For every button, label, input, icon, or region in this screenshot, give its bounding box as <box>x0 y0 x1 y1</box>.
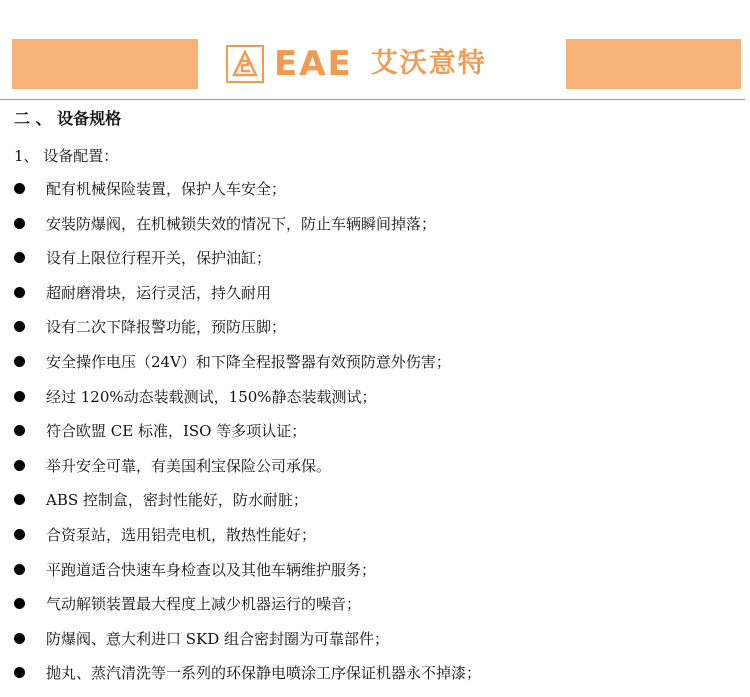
list-item-text: 合资泵站，选用铝壳电机，散热性能好； <box>46 525 317 544</box>
bullet-icon <box>14 321 25 332</box>
list-item <box>0 420 750 455</box>
bullet-icon <box>14 633 25 644</box>
bullet-icon <box>14 598 25 609</box>
list-item-text: 防爆阀、意大利进口 SKD 组合密封圈为可靠部件； <box>46 629 390 648</box>
list-item <box>0 351 750 386</box>
page-header <box>0 0 750 100</box>
list-item-text: 气动解锁装置最大程度上减少机器运行的噪音； <box>46 595 362 614</box>
feature-list <box>0 178 750 697</box>
list-item-text: 超耐磨滑块，运行灵活，持久耐用 <box>46 283 272 302</box>
brand-name-chinese: 艾沃意特 <box>370 48 487 79</box>
list-item <box>0 282 750 317</box>
list-item-text: ABS 控制盒，密封性能好，防水耐脏； <box>46 491 308 510</box>
bullet-icon <box>14 564 25 575</box>
bullet-icon <box>14 391 25 402</box>
bullet-icon <box>14 425 25 436</box>
header-divider <box>0 99 745 100</box>
list-item <box>0 247 750 282</box>
list-item-text: 举升安全可靠，有美国利宝保险公司承保。 <box>46 456 332 475</box>
list-item-text: 设有二次下降报警功能，预防压脚； <box>46 318 287 337</box>
eae-logo-mark-icon <box>226 45 264 83</box>
list-item-text: 安装防爆阀，在机械锁失效的情况下，防止车辆瞬间掉落； <box>46 214 437 233</box>
list-item <box>0 593 750 628</box>
header-accent-bar-left <box>12 39 198 89</box>
list-item-text: 抛丸、蒸汽清洗等一系列的环保静电喷涂工序保证机器永不掉漆； <box>46 664 482 683</box>
list-item <box>0 524 750 559</box>
bullet-icon <box>14 287 25 298</box>
list-item-text: 符合欧盟 CE 标准，ISO 等多项认证； <box>46 422 307 441</box>
brand-name-latin: EAE <box>274 44 353 84</box>
list-item <box>0 628 750 663</box>
brand-logo <box>226 44 556 84</box>
bullet-icon <box>14 218 25 229</box>
section-title: 二 、 设备规格 <box>14 109 122 128</box>
list-item-text: 配有机械保险装置，保护人车安全； <box>46 180 287 198</box>
subsection-title: 1、 设备配置： <box>14 147 119 165</box>
bullet-icon <box>14 529 25 540</box>
bullet-icon <box>14 252 25 263</box>
header-accent-bar-right <box>566 39 741 89</box>
list-item <box>0 213 750 248</box>
bullet-icon <box>14 356 25 367</box>
list-item-text: 安全操作电压（24V）和下降全程报警器有效预防意外伤害； <box>46 352 451 371</box>
list-item <box>0 178 750 213</box>
list-item <box>0 386 750 421</box>
list-item <box>0 662 750 697</box>
list-item-text: 设有上限位行程开关，保护油缸； <box>46 249 272 268</box>
bullet-icon <box>14 667 25 678</box>
list-item <box>0 316 750 351</box>
list-item-text: 经过 120%动态装载测试，150%静态装载测试； <box>46 387 377 406</box>
list-item <box>0 559 750 594</box>
bullet-icon <box>14 460 25 471</box>
list-item-text: 平跑道适合快速车身检查以及其他车辆维护服务； <box>46 560 377 579</box>
bullet-icon <box>14 183 25 194</box>
bullet-icon <box>14 494 25 505</box>
list-item <box>0 489 750 524</box>
list-item <box>0 455 750 490</box>
